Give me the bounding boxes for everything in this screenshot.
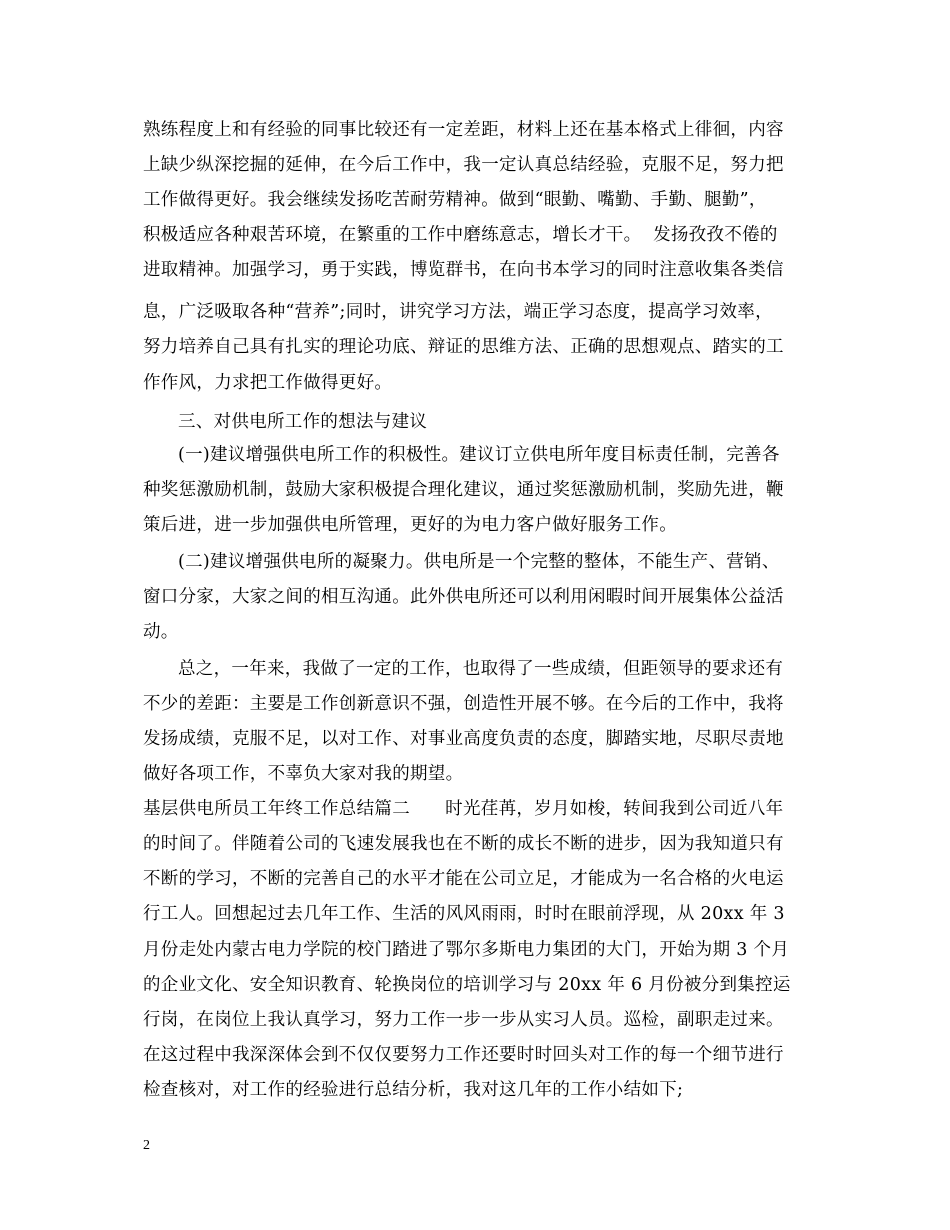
body-text-line: (一)建议增强供电所工作的积极性。建议订立供电所年度目标责任制，完善各 [178,445,780,465]
body-text-line: 的企业文化、安全知识教育、轮换岗位的培训学习与 20xx 年 6 月份被分到集控运 [143,975,791,995]
body-text-line: 不少的差距：主要是工作创新意识不强，创造性开展不够。在今后的工作中，我将 [143,694,784,714]
body-text-line: 策后进，进一步加强供电所管理，更好的为电力客户做好服务工作。 [143,515,677,535]
section-heading: 三、对供电所工作的想法与建议 [178,412,428,432]
body-text-line: 不断的学习，不断的完善自己的水平才能在公司立足，才能成为一名合格的火电运 [143,869,784,889]
body-text-line: 熟练程度上和有经验的同事比较还有一定差距，材料上还在基本格式上徘徊，内容 [143,120,784,140]
body-text-line: 总之，一年来，我做了一定的工作，也取得了一些成绩，但距领导的要求还有 [178,659,784,679]
body-text-line: 动。 [143,622,179,642]
body-text-line: 工作做得更好。我会继续发扬吃苦耐劳精神。做到“眼勤、嘴勤、手勤、腿勤”， [143,190,767,210]
body-text-line: 窗口分家，大家之间的相互沟通。此外供电所还可以利用闲暇时间开展集体公益活 [143,587,784,607]
body-text-line: 做好各项工作，不辜负大家对我的期望。 [143,764,464,784]
body-text-line: 的时间了。伴随着公司的飞速发展我也在不断的成长不断的进步，因为我知道只有 [143,834,784,854]
body-text-line: (二)建议增强供电所的凝聚力。供电所是一个完整的整体，不能生产、营销、 [178,552,780,572]
body-text-line: 行工人。回想起过去几年工作、生活的风风雨雨，时时在眼前浮现，从 20xx 年 3 [143,904,785,924]
body-text-line: 行岗，在岗位上我认真学习，努力工作一步一步从实习人员。巡检，副职走过来。 [143,1010,784,1030]
body-text-line: 发扬成绩，克服不足，以对工作、对事业高度负责的态度，脚踏实地，尽职尽责地 [143,729,784,749]
body-text-line: 作作风，力求把工作做得更好。 [143,373,393,393]
body-text-line: 在这过程中我深深体会到不仅仅要努力工作还要时时回头对工作的每一个细节进行 [143,1045,784,1065]
body-text-line: 进取精神。加强学习，勇于实践，博览群书，在向书本学习的同时注意收集各类信 [143,260,784,280]
body-text-line: 努力培养自己具有扎实的理论功底、辩证的思维方法、正确的思想观点、踏实的工 [143,337,784,357]
body-text-line: 种奖惩激励机制，鼓励大家积极提合理化建议，通过奖惩激励机制，奖励先进，鞭 [143,480,784,500]
body-text-line: 月份走处内蒙古电力学院的校门踏进了鄂尔多斯电力集团的大门，开始为期 3 个月 [143,940,790,960]
page-number: 2 [143,1138,150,1153]
body-text-line: 上缺少纵深挖掘的延伸，在今后工作中，我一定认真总结经验，克服不足，努力把 [143,155,784,175]
body-text-line: 基层供电所员工年终工作总结篇二 时光荏苒，岁月如梭，转间我到公司近八年 [143,799,784,819]
body-text-line: 检查核对，对工作的经验进行总结分析，我对这几年的工作小结如下; [143,1080,684,1100]
body-text-line: 息，广泛吸取各种“营养”;同时，讲究学习方法，端正学习态度，提高学习效率， [143,302,773,322]
body-text-line: 积极适应各种艰苦环境，在繁重的工作中磨练意志，增长才干。 发扬孜孜不倦的 [143,225,778,245]
